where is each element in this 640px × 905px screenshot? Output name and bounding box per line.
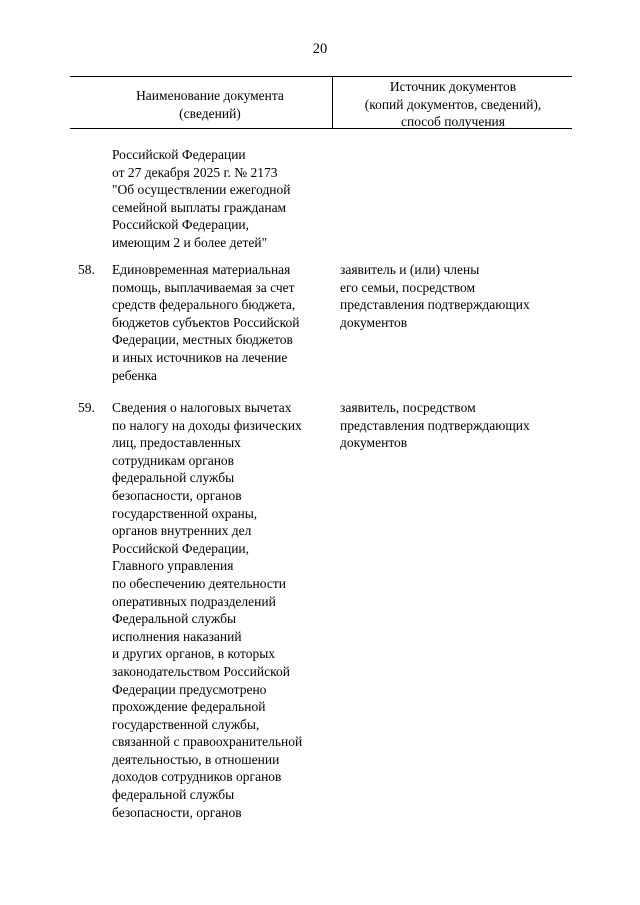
cell-line: связанной с правоохранительной [112,734,303,750]
row-number: 58. [78,262,95,277]
cell-line: и других органов, в которых [112,646,276,662]
cell-line: и иных источников на лечение [112,349,288,365]
row-source-cell [340,399,572,452]
header-line: Наименование документа [136,88,284,103]
column-header-document-name [110,87,310,122]
row-number: 59. [78,400,95,415]
cell-line: Федерации, местных бюджетов [112,332,293,348]
cell-line: Главного управления [112,558,234,574]
cell-line: Российской Федерации, [112,540,250,556]
cell-line: сотрудникам органов [112,452,235,468]
cell-line: лиц, предоставленных [112,435,241,451]
cell-line: прохождение федеральной [112,699,266,715]
cell-line: федеральной службы [112,787,235,803]
cell-line: оперативных подразделений [112,593,276,609]
cell-line: Российской Федерации, [112,217,250,233]
cell-line: государственной охраны, [112,505,258,521]
row-source-cell [340,261,572,331]
cell-line: заявитель и (или) члены [340,262,480,277]
row-name-cell [112,261,332,384]
cell-line: Федеральной службы [112,611,237,627]
cell-line: его семьи, посредством [340,279,476,295]
column-header-document-source [340,78,566,131]
cell-line: доходов сотрудников органов [112,769,282,785]
cell-line: заявитель, посредством [340,400,476,415]
cell-line: по обеспечению деятельности [112,575,286,591]
cell-line: Единовременная материальная [112,262,291,277]
cell-line: помощь, выплачиваемая за счет [112,279,295,295]
page-number: 20 [312,41,328,57]
cell-line: государственной службы, [112,716,260,732]
header-line: Источник документов [389,79,517,94]
cell-line: документов [340,314,408,330]
cell-line: законодательством Российской [112,663,290,679]
cell-line: представления подтверждающих [340,297,530,313]
table-header-top-rule [70,76,572,77]
cell-line: документов [340,435,408,451]
header-line: (копий документов, сведений), [364,96,542,112]
cell-line: органов внутренних дел [112,523,252,539]
cell-line: Сведения о налоговых вычетах [112,400,292,415]
cell-line: федеральной службы [112,470,235,486]
cell-line: от 27 декабря 2025 г. № 2173 [112,164,278,180]
cell-line: имеющим 2 и более детей" [112,234,268,250]
cell-line: ребенка [112,367,157,383]
cell-line: безопасности, органов [112,804,242,820]
cell-line: исполнения наказаний [112,628,242,644]
cell-line: по налогу на доходы физических [112,417,302,433]
header-line: (сведений) [179,105,241,121]
cell-line: деятельностью, в отношении [112,751,280,767]
continuation-name-cell [112,146,332,252]
cell-line: безопасности, органов [112,487,242,503]
cell-line: "Об осуществлении ежегодной [112,182,291,198]
header-line: способ получения [400,114,505,129]
table-header-column-divider [332,76,333,128]
cell-line: Федерации предусмотрено [112,681,267,697]
cell-line: Российской Федерации [112,147,246,162]
cell-line: бюджетов субъектов Российской [112,314,300,330]
cell-line: представления подтверждающих [340,417,530,433]
cell-line: средств федерального бюджета, [112,297,296,313]
cell-line: семейной выплаты гражданам [112,199,287,215]
row-name-cell [112,399,332,821]
